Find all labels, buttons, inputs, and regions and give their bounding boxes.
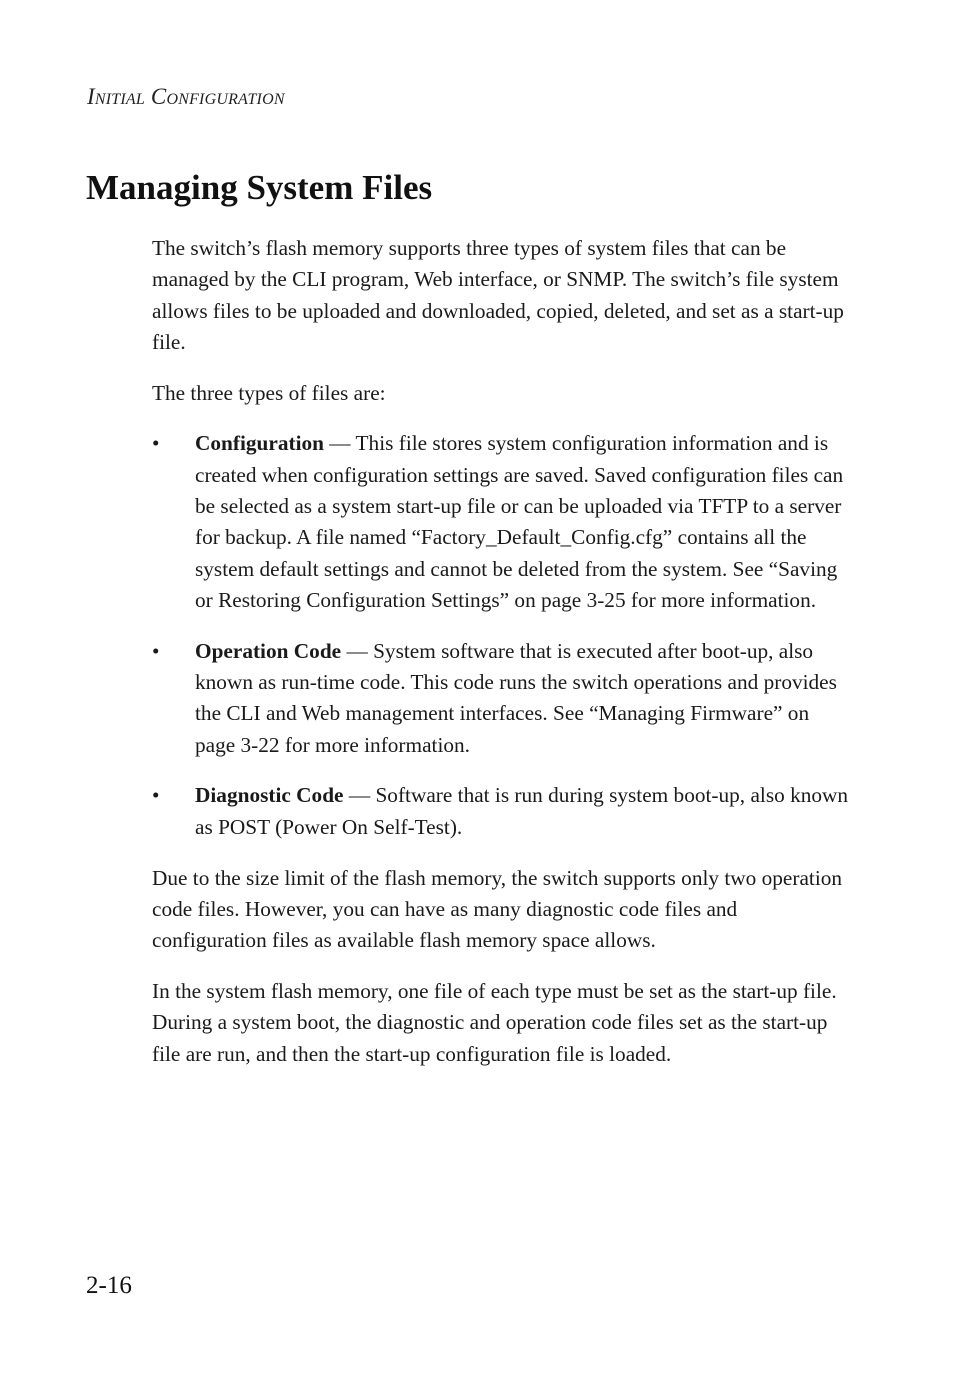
list-item-operation-code — [152, 636, 852, 761]
section-body — [152, 233, 852, 1089]
startup-paragraph: In the system flash memory, one file of each type must be set as the start-up file. During a system boot, the diagnostic and operation code files set as the start-up file are run, and then the start-up configuration file is loaded. — [152, 978, 837, 1066]
list-item-diagnostic-code — [152, 780, 852, 843]
list-item-configuration — [152, 428, 852, 616]
term-configuration: Configuration — [195, 431, 324, 456]
types-lead-paragraph: The three types of files are: — [152, 380, 386, 405]
term-diagnostic-code: Diagnostic Code — [195, 783, 344, 808]
description-diagnostic-code: — Software that is run during system boot-up, also known as POST (Power On Self-Test). — [195, 783, 849, 839]
description-configuration: — This file stores system configuration information and is created when configuration settings are saved. Saved configuration files can be selected as a system start-up file or can be uploaded via TFTP to a server for backup. A file named “Factory_Default_Config.cfg” contains all the system default settings and cannot be deleted from the system. See “Saving or Restoring Configuration Settings” on page 3-25 for more information. — [195, 431, 844, 612]
file-types-list — [152, 428, 852, 843]
page-number: 2-16 — [86, 1272, 132, 1299]
running-header: Initial Configuration — [87, 84, 285, 109]
bullet-icon: • — [152, 431, 160, 456]
term-operation-code: Operation Code — [195, 638, 342, 663]
description-operation-code: — System software that is executed after boot-up, also known as run-time code. This code runs the switch operations and provides the CLI and Web management interfaces. See “Managing Firmware” on page 3-22 for more information. — [195, 638, 837, 757]
page-title: Managing System Files — [86, 168, 433, 207]
bullet-icon: • — [152, 783, 160, 808]
intro-paragraph: The switch’s flash memory supports three types of system files that can be managed by the CLI program, Web interface, or SNMP. The switch’s file system allows files to be uploaded and downloaded, copied, deleted, and set as a start-up file. — [152, 236, 844, 354]
bullet-icon: • — [152, 638, 160, 663]
flash-limit-paragraph: Due to the size limit of the flash memory, the switch supports only two operation code files. However, you can have as many diagnostic code files and configuration files as available flash memory space allows. — [152, 865, 843, 953]
